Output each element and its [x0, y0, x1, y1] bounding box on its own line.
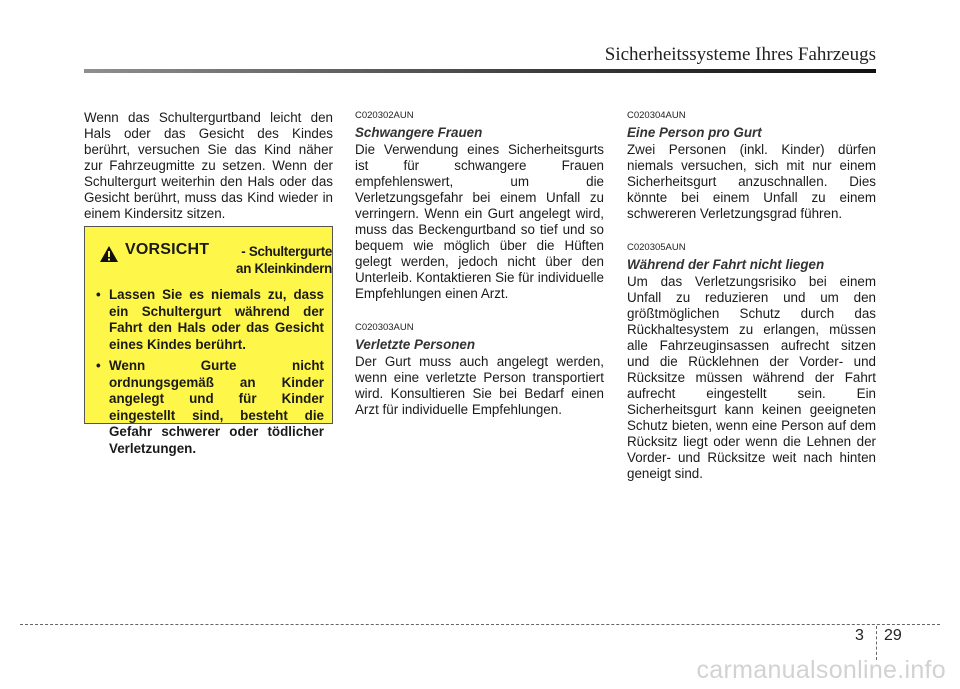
- caution-item: [95, 358, 324, 457]
- caution-title-line1: - Schultergurte: [241, 244, 332, 259]
- section-code: C020304AUN: [627, 110, 686, 121]
- section-text: Zwei Personen (inkl. Kinder) dürfen niemals versuchen, sich mit nur einem Sicherheitsgurt anzuschnallen. Dies könnte bei einem Unfall zu einem schwereren Verletzungsgrad führen.: [627, 142, 876, 221]
- bullet: •: [96, 358, 101, 373]
- caution-header: [95, 227, 332, 287]
- section-text: Der Gurt muss auch angelegt werden, wenn eine verletzte Person transportiert wird. Konsultieren Sie bei Bedarf einen Arzt für individuelle Empfehlungen.: [355, 354, 604, 417]
- watermark: carmanualsonline.info: [696, 656, 946, 684]
- header-rule: [84, 69, 876, 73]
- caution-title-line2: an Kleinkindern: [236, 261, 332, 276]
- child-shoulder-belt-paragraph: Wenn das Schultergurtband leicht den Hals oder das Gesicht des Kindes berührt, versuchen Sie das Kind näher zur Fahrzeugmitte zu setzen. Wenn der Schultergurt weiterhin den Hals oder das Gesicht berührt, muss das Kind wieder in einem Kindersitz sitzen.: [84, 110, 333, 221]
- footer-rule: [20, 624, 940, 625]
- section-code: C020303AUN: [355, 322, 414, 333]
- caution-item: [95, 287, 324, 353]
- section-heading: Eine Person pro Gurt: [627, 125, 762, 140]
- section-heading: Verletzte Personen: [355, 337, 476, 352]
- section-pregnant-women: [355, 110, 604, 302]
- section-code: C020302AUN: [355, 110, 414, 121]
- page-header-title: Sicherheitssysteme Ihres Fahrzeugs: [604, 44, 876, 65]
- section-no-lying-while-driving: [627, 242, 876, 482]
- chapter-number: 3: [855, 627, 864, 644]
- caution-item-text: Lassen Sie es niemals zu, dass ein Schultergurt während der Fahrt den Hals oder das Gesicht eines Kindes berührt.: [109, 287, 324, 352]
- column-3: [627, 110, 876, 502]
- caution-box: [84, 226, 333, 456]
- section-heading: Während der Fahrt nicht liegen: [627, 257, 825, 272]
- section-code: C020305AUN: [627, 242, 686, 253]
- column-1: [84, 110, 333, 222]
- section-text: Die Verwendung eines Sicherheitsgurts ist für schwangere Frauen empfehlenswert, um die Verletzungsgefahr bei einem Unfall zu verringern. Wenn ein Gurt angelegt wird, muss das Beckengurtband so tief und so bequem wie möglich über die Hüften gelegt werden, jedoch nicht über den Unterleib. Kontaktieren Sie für individuelle Empfehlungen einen Arzt.: [355, 142, 604, 301]
- page-number-separator: [876, 626, 877, 660]
- caution-word: VORSICHT: [125, 241, 210, 258]
- warning-triangle-icon: [99, 245, 119, 263]
- section-injured-persons: [355, 322, 604, 418]
- caution-title: [217, 243, 332, 277]
- section-heading: Schwangere Frauen: [355, 125, 483, 140]
- caution-item-text: Wenn Gurte nicht ordnungsgemäß an Kinder angelegt und für Kinder eingestellt sind, besteht die Gefahr schwerer oder tödlicher Verletzungen.: [109, 358, 324, 456]
- caution-list: [95, 287, 324, 457]
- section-one-person-per-belt: [627, 110, 876, 222]
- page-number: 29: [884, 627, 902, 644]
- bullet: •: [96, 287, 101, 302]
- column-2: [355, 110, 604, 438]
- section-text: Um das Verletzungsrisiko bei einem Unfall zu reduzieren und um den größtmöglichen Schutz durch das Rückhaltesystem zu erlangen, müssen alle Fahrzeuginsassen aufrecht sitzen und die Rücklehnen der Vorder- und Rücksitze müssen während der Fahrt aufrecht eingestellt sein. Ein Sicherheitsgurt kann keinen geeigneten Schutz bieten, wenn eine Person auf dem Rücksitz liegt oder wenn die Lehnen der Vorder- und Rücksitze weit nach hinten geneigt sind.: [627, 274, 876, 481]
